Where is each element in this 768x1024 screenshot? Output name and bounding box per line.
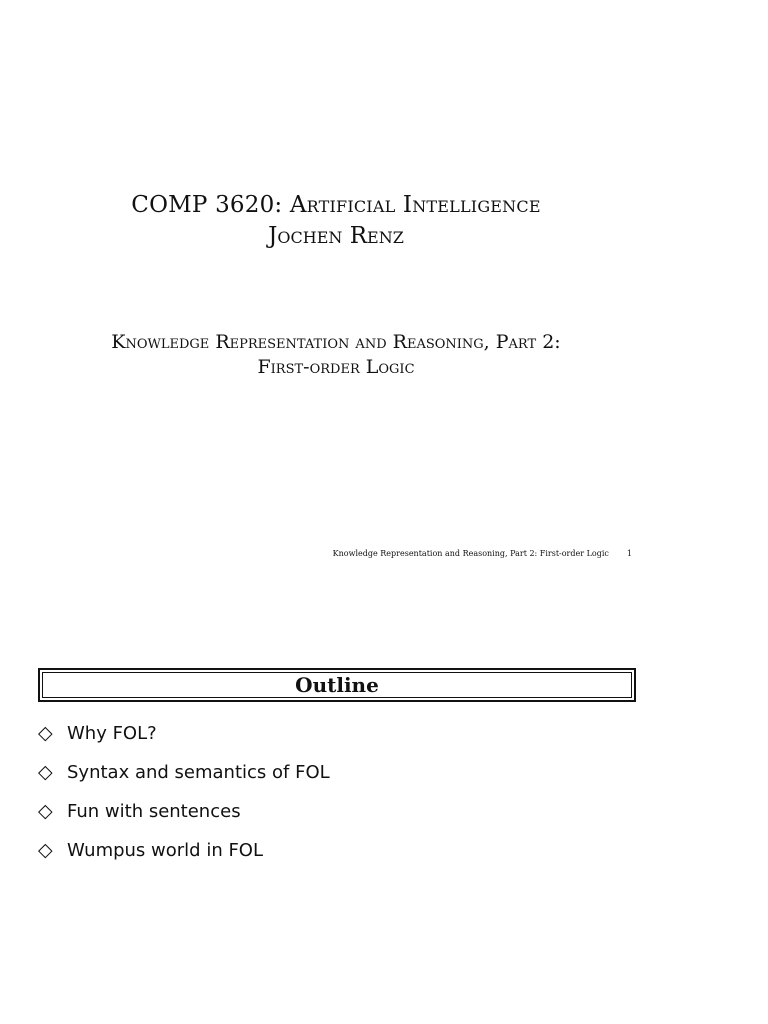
slide-footer — [300, 549, 632, 559]
diamond-icon: ◇ — [38, 839, 53, 861]
diamond-icon: ◇ — [38, 761, 53, 783]
diamond-icon: ◇ — [38, 800, 53, 822]
outline-heading-box — [38, 668, 636, 702]
footer-text: Knowledge Representation and Reasoning, Part 2: First-order Logic — [332, 549, 609, 558]
title-block — [0, 190, 672, 252]
list-item — [38, 831, 330, 870]
course-name: Artificial Intelligence — [289, 192, 541, 218]
diamond-icon: ◇ — [38, 722, 53, 744]
lecture-subtitle — [0, 330, 672, 380]
outline-heading-inner — [42, 672, 632, 698]
list-item — [38, 792, 330, 831]
subtitle-line-1: Knowledge Representation and Reasoning, Part 2: — [111, 331, 561, 353]
page-number: 1 — [626, 549, 632, 558]
subtitle-line-2: First-order Logic — [257, 356, 415, 378]
outline-list — [38, 714, 330, 870]
list-item — [38, 714, 330, 753]
list-item-text: Why FOL? — [67, 723, 157, 744]
list-item-text: Syntax and semantics of FOL — [67, 762, 330, 783]
course-code: COMP 3620: — [131, 192, 290, 218]
list-item — [38, 753, 330, 792]
list-item-text: Wumpus world in FOL — [67, 840, 263, 861]
outline-heading: Outline — [295, 673, 379, 697]
author-name: Jochen Renz — [268, 223, 404, 249]
course-title — [0, 190, 672, 221]
list-item-text: Fun with sentences — [67, 801, 241, 822]
